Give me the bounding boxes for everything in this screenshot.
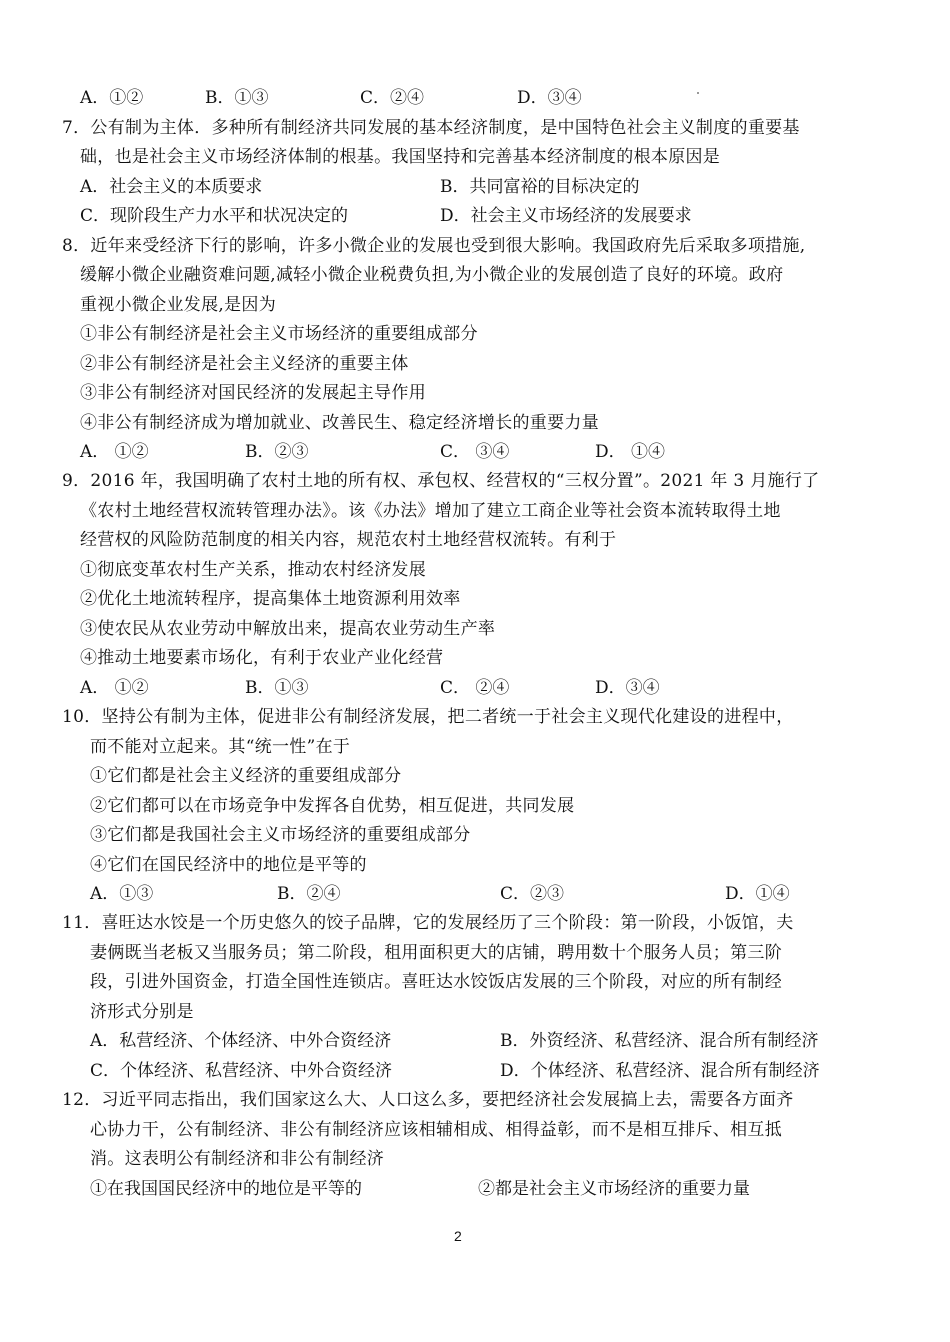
option-d: D． ①④ xyxy=(595,442,666,462)
option-c: C． ②④ xyxy=(440,678,510,698)
question-8-stem-line: 重视小微企业发展,是因为 xyxy=(80,295,277,315)
question-11-stem-line: 段，引进外国资金，打造全国性连锁店。喜旺达水饺饭店发展的三个阶段，对应的所有制经 xyxy=(90,972,782,992)
question-12-stem-line: 心协力干，公有制经济、非公有制经济应该相辅相成、相得益彰，而不是相互排斥、相互抵 xyxy=(90,1120,782,1140)
option-a: A．①② xyxy=(80,88,144,108)
option-c: C．现阶段生产力水平和状况决定的 xyxy=(80,206,349,226)
option-c: C．个体经济、私营经济、中外合资经济 xyxy=(90,1061,393,1081)
option-c: C． ③④ xyxy=(440,442,510,462)
statement-1: ①它们都是社会主义经济的重要组成部分 xyxy=(90,766,402,786)
statement-3: ③使农民从农业劳动中解放出来，提高农业劳动生产率 xyxy=(80,619,496,639)
statement-1: ①彻底变革农村生产关系，推动农村经济发展 xyxy=(80,560,426,580)
statement-4: ④非公有制经济成为增加就业、改善民生、稳定经济增长的重要力量 xyxy=(80,413,599,433)
statement-1: ①非公有制经济是社会主义市场经济的重要组成部分 xyxy=(80,324,478,344)
option-a: A． ①② xyxy=(80,678,149,698)
option-c: C．②④ xyxy=(360,88,425,108)
statement-4: ④它们在国民经济中的地位是平等的 xyxy=(90,855,367,875)
scan-speck xyxy=(697,92,699,94)
option-d: D．个体经济、私营经济、混合所有制经济 xyxy=(500,1061,820,1081)
option-b: B．①③ xyxy=(245,678,309,698)
option-d: D．①④ xyxy=(725,884,790,904)
option-d: D．③④ xyxy=(517,88,582,108)
option-b: B．外资经济、私营经济、混合所有制经济 xyxy=(500,1031,819,1051)
statement-2: ②都是社会主义市场经济的重要力量 xyxy=(478,1179,750,1199)
option-a: A． ①② xyxy=(80,442,149,462)
option-a: A．社会主义的本质要求 xyxy=(80,177,263,197)
option-b: B．②③ xyxy=(245,442,309,462)
question-9-stem-line: 9．2016 年，我国明确了农村土地的所有权、承包权、经营权的“三权分置”。2021 年 3 月施行了 xyxy=(62,471,820,491)
statement-4: ④推动土地要素市场化，有利于农业产业化经营 xyxy=(80,648,444,668)
option-b: B．共同富裕的目标决定的 xyxy=(440,177,640,197)
statement-1: ①在我国国民经济中的地位是平等的 xyxy=(90,1179,362,1199)
statement-2: ②非公有制经济是社会主义经济的重要主体 xyxy=(80,354,409,374)
statement-3: ③非公有制经济对国民经济的发展起主导作用 xyxy=(80,383,426,403)
question-8-stem-line: 缓解小微企业融资难问题,减轻小微企业税费负担,为小微企业的发展创造了良好的环境。政府 xyxy=(80,265,784,285)
option-a: A．①③ xyxy=(90,884,154,904)
option-c: C．②③ xyxy=(500,884,565,904)
statement-3: ③它们都是我国社会主义市场经济的重要组成部分 xyxy=(90,825,471,845)
option-d: D．社会主义市场经济的发展要求 xyxy=(440,206,692,226)
question-7-stem-line: 7．公有制为主体．多种所有制经济共同发展的基本经济制度，是中国特色社会主义制度的重要基 xyxy=(62,118,800,138)
question-12-stem-line: 12．习近平同志指出，我们国家这么大、人口这么多，要把经济社会发展搞上去，需要各方面齐 xyxy=(62,1090,794,1110)
option-b: B．①③ xyxy=(205,88,269,108)
question-7-stem-line: 础，也是社会主义市场经济体制的根基。我国坚持和完善基本经济制度的根本原因是 xyxy=(80,147,721,167)
question-11-stem-line: 妻俩既当老板又当服务员；第二阶段，租用面积更大的店铺，聘用数十个服务人员；第三阶 xyxy=(90,943,782,963)
question-10-stem-line: 而不能对立起来。其“统一性”在于 xyxy=(90,737,351,757)
page-number: 2 xyxy=(454,1228,462,1244)
question-10-stem-line: 10．坚持公有制为主体，促进非公有制经济发展，把二者统一于社会主义现代化建设的进程中， xyxy=(62,707,794,727)
question-11-stem-line: 11．喜旺达水饺是一个历史悠久的饺子品牌，它的发展经历了三个阶段：第一阶段，小饭馆，夫 xyxy=(62,913,794,933)
question-11-stem-line: 济形式分别是 xyxy=(90,1002,194,1022)
question-12-stem-line: 消。这表明公有制经济和非公有制经济 xyxy=(90,1149,385,1169)
option-b: B．②④ xyxy=(277,884,341,904)
statement-2: ②它们都可以在市场竞争中发挥各自优势，相互促进，共同发展 xyxy=(90,796,575,816)
statement-2: ②优化土地流转程序，提高集体土地资源利用效率 xyxy=(80,589,461,609)
question-9-stem-line: 经营权的风险防范制度的相关内容，规范农村土地经营权流转。有利于 xyxy=(80,530,617,550)
option-a: A．私营经济、个体经济、中外合资经济 xyxy=(90,1031,392,1051)
question-8-stem-line: 8．近年来受经济下行的影响，许多小微企业的发展也受到很大影响。我国政府先后采取多项措施, xyxy=(62,236,806,256)
question-9-stem-line: 《农村土地经营权流转管理办法》。该《办法》增加了建立工商企业等社会资本流转取得土地 xyxy=(80,501,781,521)
option-d: D．③④ xyxy=(595,678,660,698)
